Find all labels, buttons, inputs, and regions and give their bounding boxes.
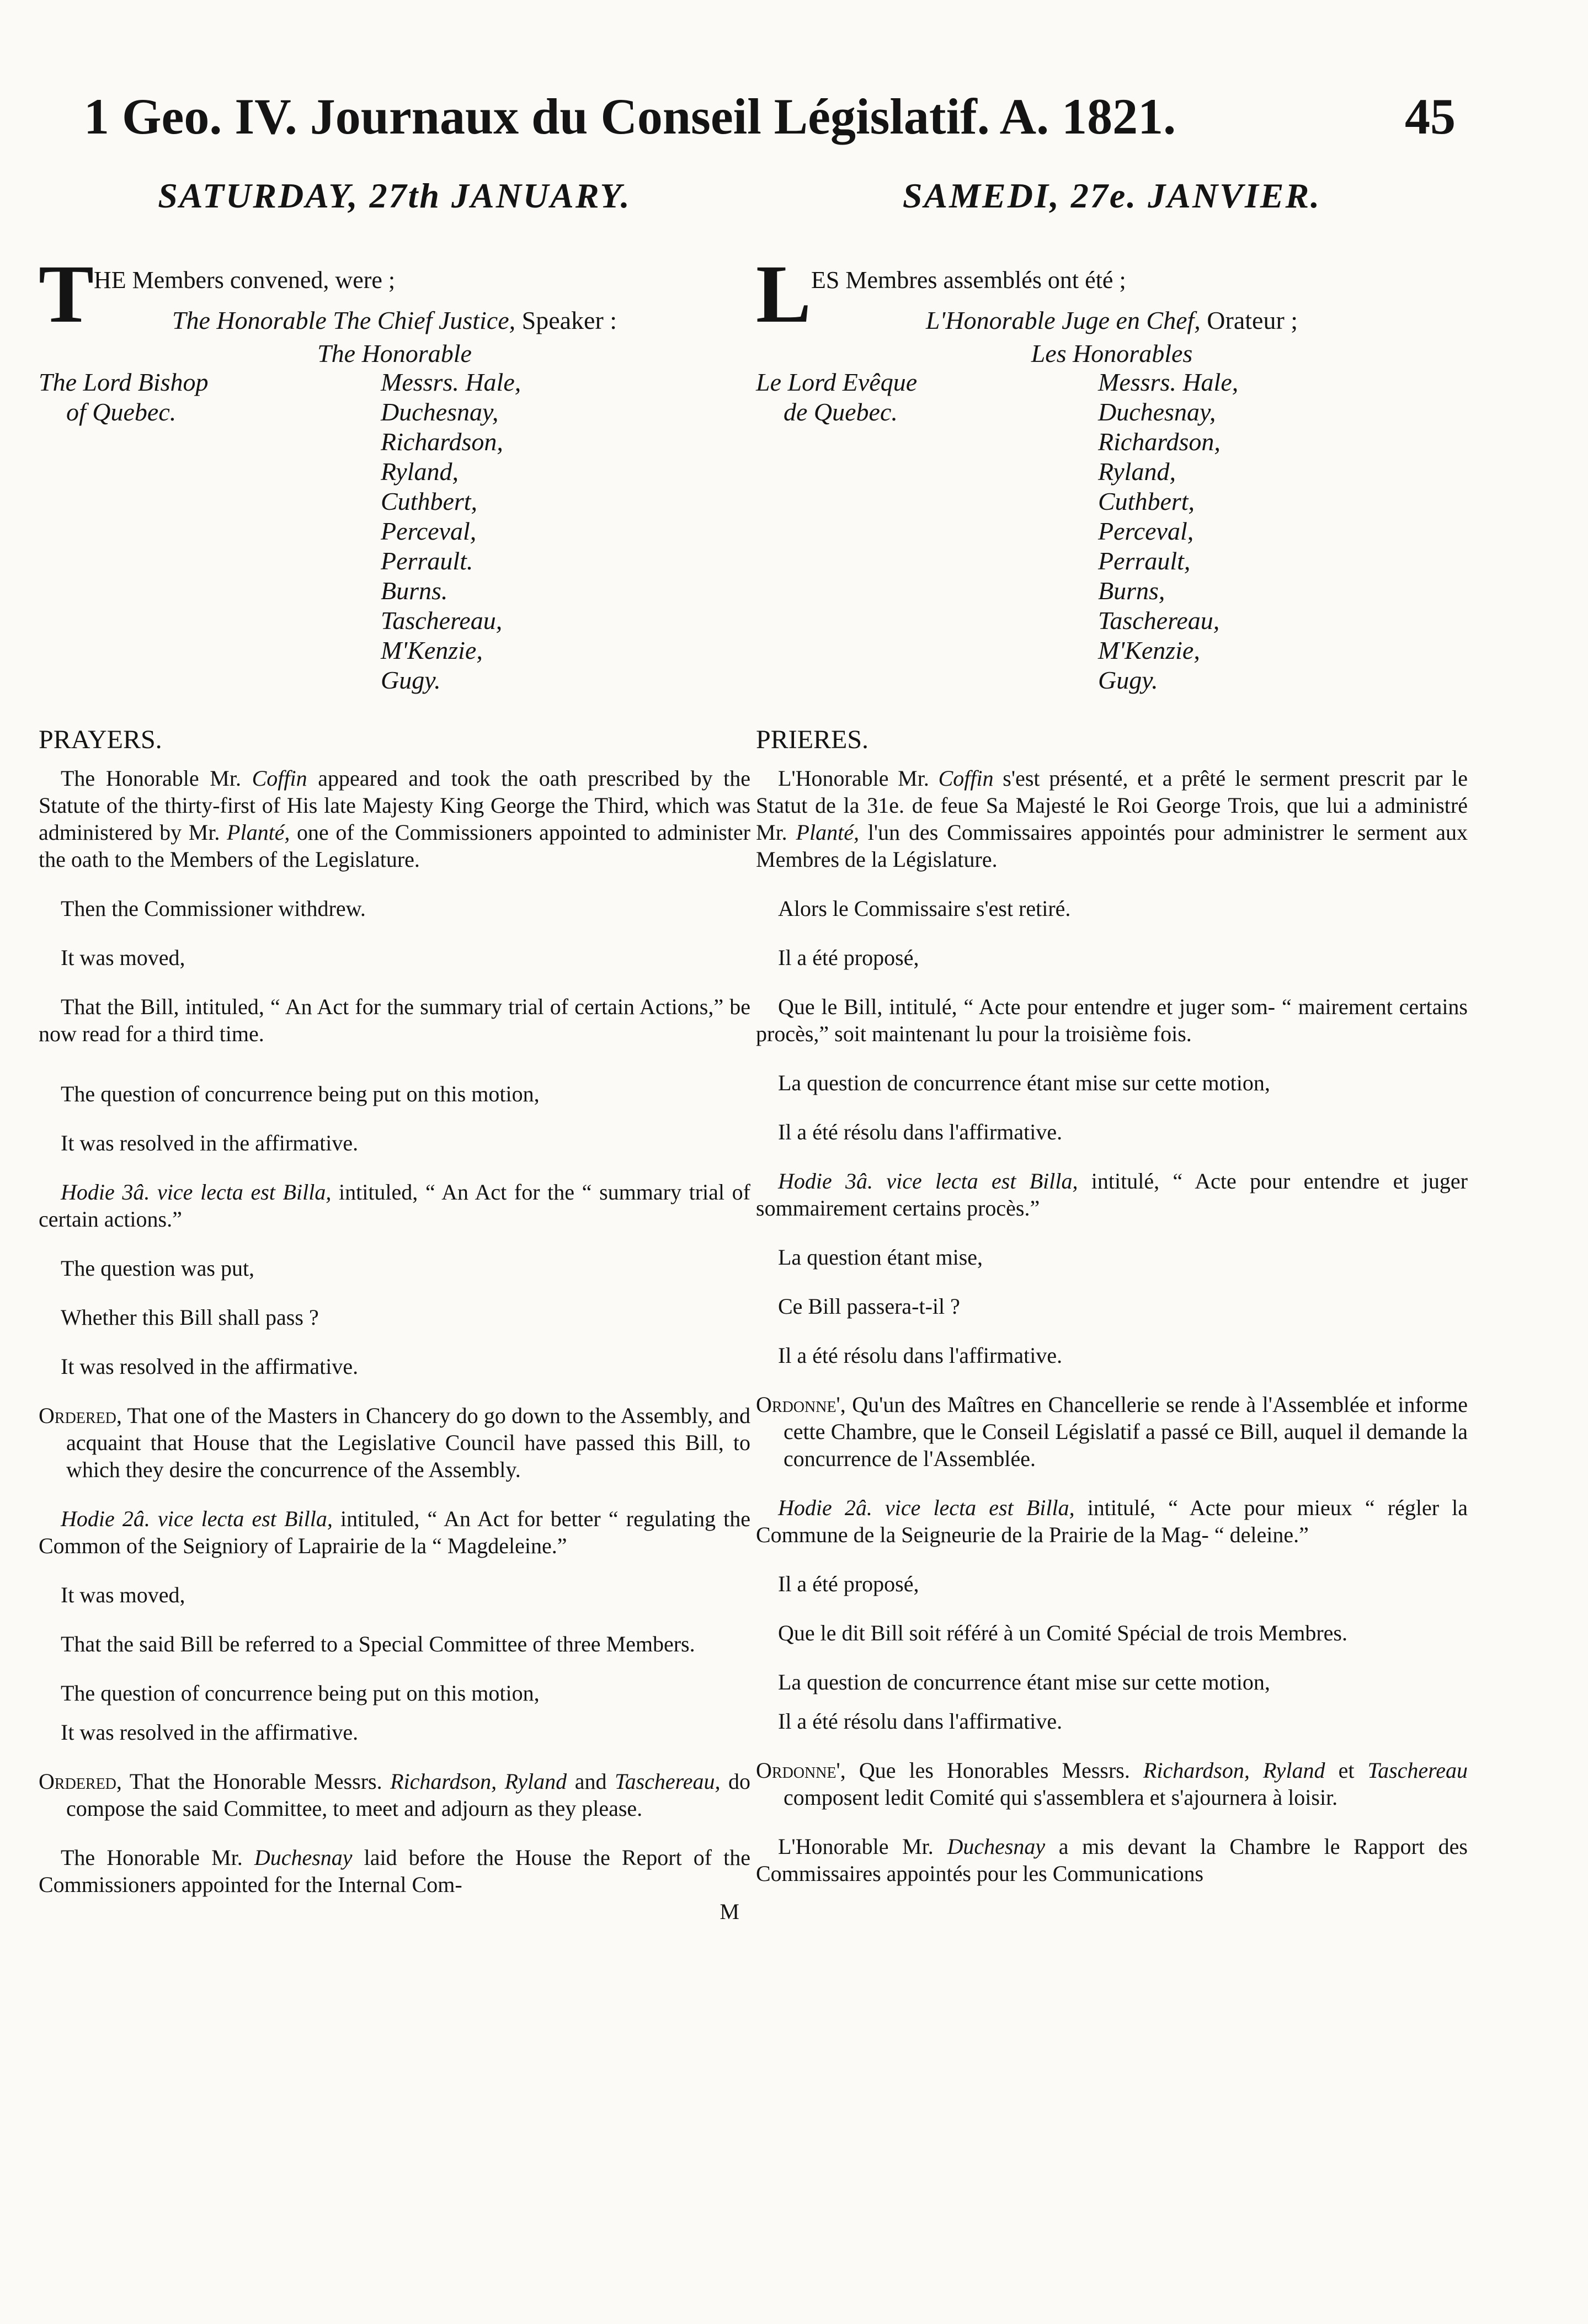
paragraph: L'Honorable Mr. Coffin s'est présenté, et a prêté le serment prescrit par le Statut de la 31e. de feue Sa Majesté le Roi George Trois, que lui a administré Mr. Planté, l'un des Commissaires appointés pour administrer le serment aux Membres de la Législature. <box>756 766 1468 872</box>
member-name: Perceval, <box>381 517 477 545</box>
speaker-line <box>756 306 1468 339</box>
bishop-line-2: of Quebec. <box>66 398 177 426</box>
member-name: Gugy. <box>1098 666 1158 694</box>
paragraph: Hodie 3â. vice lecta est Billa, intituled, “ An Act for the “ summary trial of certain actions.” <box>39 1180 750 1232</box>
english-column <box>39 175 750 2311</box>
paragraph: It was resolved in the affirmative. <box>61 1720 359 1745</box>
paragraph: It was moved, <box>61 1582 185 1607</box>
paragraph: Alors le Commissaire s'est retiré. <box>778 896 1071 921</box>
paragraph: Hodie 2â. vice lecta est Billa, intitulé, “ Acte pour mieux “ régler la Commune de la Seigneurie de la Prairie de la Mag- “ deleine.” <box>756 1495 1468 1547</box>
page-number: 45 <box>1405 88 1456 145</box>
paragraph: Que le dit Bill soit référé à un Comité Spécial de trois Membres. <box>778 1621 1347 1645</box>
paragraph: It was resolved in the affirmative. <box>61 1131 359 1155</box>
date-heading: SAMEDI, 27e. JANVIER. <box>902 176 1321 215</box>
paragraph: That the said Bill be referred to a Special Committee of three Members. <box>61 1632 695 1656</box>
prayers-heading: PRIERES. <box>756 725 869 754</box>
running-head: 1 Geo. IV. Journaux du Conseil Législatif. A. 1821. <box>84 88 1176 145</box>
paragraph: Ce Bill passera-t-il ? <box>778 1294 960 1319</box>
paragraph: It was resolved in the affirmative. <box>61 1354 359 1379</box>
paragraph: The question of concurrence being put on this motion, <box>61 1681 540 1705</box>
member-name: M'Kenzie, <box>1098 636 1200 664</box>
paragraph: It was moved, <box>61 945 185 970</box>
paragraph: La question étant mise, <box>778 1245 983 1270</box>
speaker-role: Orateur ; <box>1207 306 1298 334</box>
drop-cap: T <box>39 248 94 340</box>
member-name: Burns. <box>381 577 448 605</box>
member-name: Richardson, <box>1098 428 1221 456</box>
paragraph: Ordered, That the Honorable Messrs. Richardson, Ryland and Taschereau, do compose the said Committee, to meet and adjourn as they please. <box>39 1769 751 1821</box>
paragraph: Il a été résolu dans l'affirmative. <box>778 1120 1063 1144</box>
intro-text: ES Membres assemblés ont été ; <box>811 266 1126 294</box>
drop-cap: L <box>756 248 812 340</box>
honorable-label: Les Honorables <box>1031 339 1193 367</box>
paragraph: Whether this Bill shall pass ? <box>61 1305 319 1330</box>
paragraph: La question de concurrence étant mise sur cette motion, <box>778 1670 1270 1694</box>
member-name: Messrs. Hale, <box>381 368 521 396</box>
catchword: M <box>720 1899 739 1924</box>
paragraph: The question was put, <box>61 1256 255 1281</box>
members-list <box>39 367 750 693</box>
paragraph: Hodie 2â. vice lecta est Billa, intituled, “ An Act for better “ regulating the Common of the Seigniory of Laprairie de la “ Magdeleine.” <box>39 1506 750 1558</box>
speaker-name: L'Honorable Juge en Chef, <box>925 306 1201 334</box>
french-column <box>756 175 1468 2311</box>
honorable-label: The Honorable <box>317 339 472 367</box>
members-list <box>756 367 1468 693</box>
member-name: Cuthbert, <box>381 487 478 515</box>
member-name: Burns, <box>1098 577 1165 605</box>
member-name: Ryland, <box>381 457 459 486</box>
member-name: Duchesnay, <box>1098 398 1216 426</box>
paragraph: The Honorable Mr. Duchesnay laid before the House the Report of the Commissioners appointed for the Internal Com- <box>39 1845 751 1897</box>
paragraph: Il a été proposé, <box>778 1571 919 1596</box>
prayers-heading: PRAYERS. <box>39 725 162 754</box>
member-name: Messrs. Hale, <box>1098 368 1239 396</box>
paragraph: Ordered, That one of the Masters in Chancery do go down to the Assembly, and acquaint that House that the Legislative Council have passed this Bill, to which they desire the concurrence of the Assembly. <box>39 1403 750 1482</box>
bishop-line-2: de Quebec. <box>784 398 898 426</box>
member-name: Perrault. <box>381 547 473 575</box>
paragraph: L'Honorable Mr. Duchesnay a mis devant la Chambre le Rapport des Commissaires appointés pour les Communications <box>756 1834 1468 1886</box>
paragraph: Que le Bill, intitulé, “ Acte pour entendre et juger som- “ mairement certains procès,” soit maintenant lu pour la troisième fois. <box>756 994 1468 1046</box>
member-name: Taschereau, <box>1098 606 1220 635</box>
member-name: M'Kenzie, <box>381 636 483 664</box>
paragraph: Hodie 3â. vice lecta est Billa, intitulé, “ Acte pour entendre et juger sommairement certains procès.” <box>756 1169 1468 1220</box>
paragraph: Il a été résolu dans l'affirmative. <box>778 1343 1063 1368</box>
paragraph: The Honorable Mr. Coffin appeared and took the oath prescribed by the Statute of the thirty-first of His late Majesty King George the Third, which was administered by Mr. Planté, one of the Commissioners appointed to administer the oath to the Members of the Legislature. <box>39 766 751 872</box>
date-heading: SATURDAY, 27th JANUARY. <box>158 176 631 215</box>
member-name: Gugy. <box>381 666 441 694</box>
member-name: Perrault, <box>1098 547 1191 575</box>
member-name: Perceval, <box>1098 517 1194 545</box>
speaker-role: Speaker : <box>521 306 617 334</box>
intro-text: HE Members convened, were ; <box>94 266 396 294</box>
member-name: Richardson, <box>381 428 503 456</box>
page-header <box>0 87 1588 148</box>
paragraph: La question de concurrence étant mise sur cette motion, <box>778 1070 1270 1095</box>
speaker-line <box>39 306 750 339</box>
member-name: Ryland, <box>1098 457 1176 486</box>
paragraph: Ordonne', Que les Honorables Messrs. Richardson, Ryland et Taschereau composent ledit Comité qui s'assemblera et s'ajournera à loisir. <box>756 1758 1468 1810</box>
member-name: Duchesnay, <box>381 398 499 426</box>
paragraph: Then the Commissioner withdrew. <box>61 896 366 921</box>
paragraph: That the Bill, intituled, “ An Act for the summary trial of certain Actions,” be now read for a third time. <box>39 994 750 1046</box>
paragraph: Il a été proposé, <box>778 945 919 970</box>
bishop-line-1: The Lord Bishop <box>39 368 209 396</box>
speaker-name: The Honorable The Chief Justice, <box>172 306 516 334</box>
member-name: Cuthbert, <box>1098 487 1195 515</box>
member-names <box>1098 367 1238 695</box>
member-name: Taschereau, <box>381 606 503 635</box>
paragraph: The question of concurrence being put on this motion, <box>61 1081 540 1106</box>
bishop-line-1: Le Lord Evêque <box>756 368 918 396</box>
paragraph: Il a été résolu dans l'affirmative. <box>778 1709 1063 1734</box>
paragraph: Ordonne', Qu'un des Maîtres en Chancellerie se rende à l'Assemblée et informe cette Chambre, que le Conseil Législatif a passé ce Bill, auquel il demande la concurrence de l'Assemblée. <box>756 1392 1468 1471</box>
member-names <box>381 367 521 695</box>
